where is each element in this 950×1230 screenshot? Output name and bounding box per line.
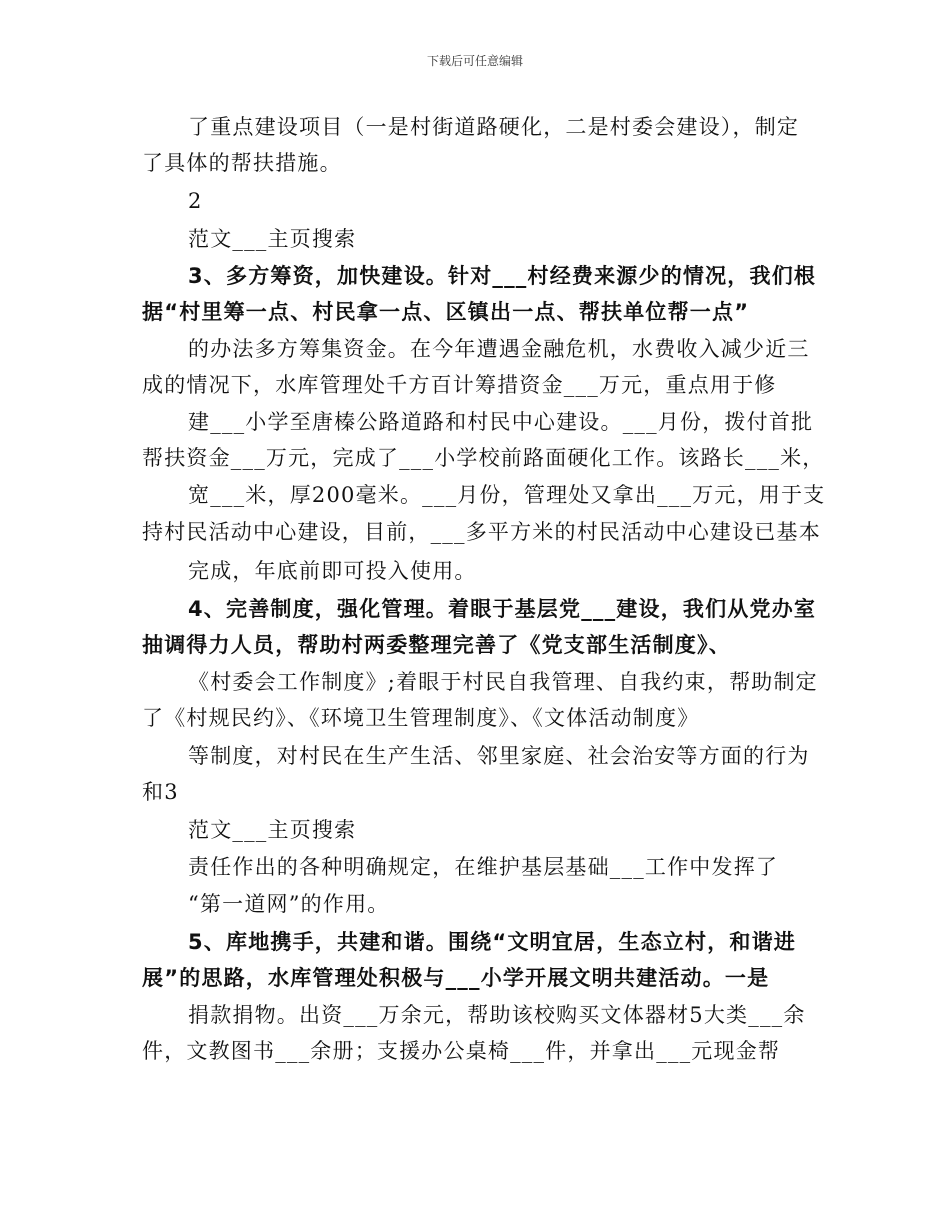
text-line: 《村委会工作制度》;着眼于村民自我管理、自我约束，帮助制定 (188, 670, 818, 694)
text-line: 的办法多方筹集资金。在今年遭遇金融危机，水费收入减少近三 (188, 337, 810, 361)
text-line: 捐款捐物。出资___万余元，帮助该校购买文体器材5大类___余 (188, 1003, 806, 1027)
footer-text: 范文___主页搜索 (188, 227, 357, 251)
text-line: 宽___米，厚200毫米。___月份，管理处又拿出___万元，用于支 (188, 483, 826, 507)
text-line: 和3 (142, 780, 179, 804)
text-line: 成的情况下，水库管理处千方百计筹措资金___万元，重点用于修 (142, 373, 777, 397)
text-line: 完成，年底前即可投入使用。 (188, 559, 477, 583)
text-line: 了重点建设项目（一是村街道路硬化，二是村委会建设），制定 (188, 115, 800, 139)
text-line: 等制度，对村民在生产生活、邻里家庭、社会治安等方面的行为 (188, 744, 810, 768)
section-heading: 展”的思路，水库管理处积极与___小学开展文明共建活动。一是 (142, 966, 770, 990)
text-line: 建___小学至唐榛公路道路和村民中心建设。___月份，拨付首批 (188, 410, 814, 434)
page-header: 下载后可任意编辑 (426, 54, 523, 68)
text-line: 帮扶资金___万元，完成了___小学校前路面硬化工作。该路长___米， (142, 446, 825, 470)
text-line: 了《村规民约》、《环境卫生管理制度》、《文体活动制度》 (142, 706, 700, 730)
text-line: 责任作出的各种明确规定，在维护基层基础___工作中发挥了 (188, 855, 779, 879)
page-number: 2 (188, 189, 203, 213)
section-heading: 抽调得力人员，帮助村两委整理完善了《党支部生活制度》、 (142, 633, 731, 657)
text-line: 了具体的帮扶措施。 (142, 151, 342, 175)
section-heading: 5、库地携手，共建和谐。围绕“文明宜居，生态立村，和谐进 (188, 930, 797, 954)
footer-text: 范文___主页搜索 (188, 818, 357, 842)
text-line: 持村民活动中心建设，目前，___多平方米的村民活动中心建设已基本 (142, 520, 821, 544)
text-line: “第一道网”的作用。 (188, 892, 390, 916)
section-heading: 3、多方筹资，加快建设。针对___村经费来源少的情况，我们根 (188, 264, 817, 288)
section-heading: 据“村里筹一点、村民拿一点、区镇出一点、帮扶单位帮一点” (142, 300, 750, 324)
text-line: 件，文教图书___余册；支援办公桌椅___件，并拿出___元现金帮 (142, 1039, 781, 1063)
section-heading: 4、完善制度，强化管理。着眼于基层党___建设，我们从党办室 (188, 597, 817, 621)
